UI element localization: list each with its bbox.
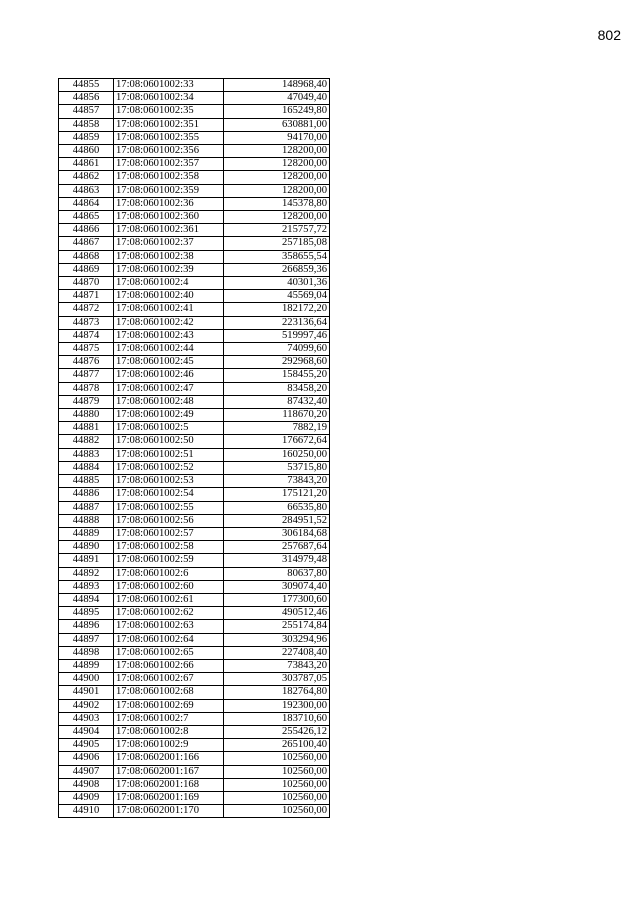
table-row bbox=[59, 382, 330, 395]
cadastral-value-cell: 145378,80 bbox=[224, 197, 330, 210]
row-number-cell: 44874 bbox=[59, 329, 114, 342]
table-row bbox=[59, 752, 330, 765]
row-number-cell: 44897 bbox=[59, 633, 114, 646]
cadastral-value-cell: 292968,60 bbox=[224, 356, 330, 369]
row-number-cell: 44882 bbox=[59, 435, 114, 448]
page-number: 802 bbox=[597, 27, 621, 43]
cadastral-value-cell: 314979,48 bbox=[224, 554, 330, 567]
table-row bbox=[59, 527, 330, 540]
table-row bbox=[59, 567, 330, 580]
cadastral-number-cell: 17:08:0601002:67 bbox=[114, 673, 224, 686]
table-row bbox=[59, 290, 330, 303]
table-row bbox=[59, 686, 330, 699]
cadastral-number-cell: 17:08:0602001:166 bbox=[114, 752, 224, 765]
cadastral-value-cell: 309074,40 bbox=[224, 580, 330, 593]
row-number-cell: 44875 bbox=[59, 343, 114, 356]
table-row bbox=[59, 211, 330, 224]
table-row bbox=[59, 739, 330, 752]
cadastral-value-cell: 358655,54 bbox=[224, 250, 330, 263]
row-number-cell: 44858 bbox=[59, 118, 114, 131]
cadastral-number-cell: 17:08:0601002:42 bbox=[114, 316, 224, 329]
cadastral-number-cell: 17:08:0601002:60 bbox=[114, 580, 224, 593]
row-number-cell: 44904 bbox=[59, 725, 114, 738]
cadastral-value-cell: 257185,08 bbox=[224, 237, 330, 250]
cadastral-value-cell: 148968,40 bbox=[224, 79, 330, 92]
cadastral-number-cell: 17:08:0601002:39 bbox=[114, 263, 224, 276]
cadastral-value-cell: 102560,00 bbox=[224, 778, 330, 791]
cadastral-number-cell: 17:08:0601002:46 bbox=[114, 369, 224, 382]
cadastral-value-cell: 118670,20 bbox=[224, 409, 330, 422]
cadastral-value-cell: 128200,00 bbox=[224, 158, 330, 171]
cadastral-value-table bbox=[58, 78, 330, 818]
cadastral-number-cell: 17:08:0601002:6 bbox=[114, 567, 224, 580]
table-row bbox=[59, 237, 330, 250]
cadastral-number-cell: 17:08:0601002:36 bbox=[114, 197, 224, 210]
table-row bbox=[59, 554, 330, 567]
cadastral-value-cell: 128200,00 bbox=[224, 184, 330, 197]
cadastral-number-cell: 17:08:0602001:167 bbox=[114, 765, 224, 778]
cadastral-value-cell: 192300,00 bbox=[224, 699, 330, 712]
cadastral-value-cell: 128200,00 bbox=[224, 171, 330, 184]
cadastral-value-cell: 160250,00 bbox=[224, 448, 330, 461]
row-number-cell: 44907 bbox=[59, 765, 114, 778]
cadastral-value-cell: 266859,36 bbox=[224, 263, 330, 276]
row-number-cell: 44894 bbox=[59, 593, 114, 606]
table-row bbox=[59, 620, 330, 633]
cadastral-number-cell: 17:08:0601002:52 bbox=[114, 461, 224, 474]
cadastral-value-cell: 227408,40 bbox=[224, 646, 330, 659]
row-number-cell: 44909 bbox=[59, 791, 114, 804]
cadastral-number-cell: 17:08:0601002:56 bbox=[114, 514, 224, 527]
row-number-cell: 44903 bbox=[59, 712, 114, 725]
cadastral-value-cell: 265100,40 bbox=[224, 739, 330, 752]
table-row bbox=[59, 488, 330, 501]
cadastral-number-cell: 17:08:0601002:34 bbox=[114, 92, 224, 105]
cadastral-number-cell: 17:08:0601002:35 bbox=[114, 105, 224, 118]
cadastral-number-cell: 17:08:0601002:38 bbox=[114, 250, 224, 263]
cadastral-number-cell: 17:08:0601002:8 bbox=[114, 725, 224, 738]
cadastral-value-cell: 255174,84 bbox=[224, 620, 330, 633]
cadastral-value-cell: 7882,19 bbox=[224, 422, 330, 435]
row-number-cell: 44886 bbox=[59, 488, 114, 501]
cadastral-value-cell: 128200,00 bbox=[224, 211, 330, 224]
row-number-cell: 44879 bbox=[59, 395, 114, 408]
cadastral-value-cell: 630881,00 bbox=[224, 118, 330, 131]
table-row bbox=[59, 316, 330, 329]
row-number-cell: 44865 bbox=[59, 211, 114, 224]
table-row bbox=[59, 673, 330, 686]
cadastral-value-cell: 303787,05 bbox=[224, 673, 330, 686]
table-row bbox=[59, 422, 330, 435]
table-row bbox=[59, 277, 330, 290]
cadastral-value-cell: 40301,36 bbox=[224, 277, 330, 290]
row-number-cell: 44892 bbox=[59, 567, 114, 580]
cadastral-value-cell: 303294,96 bbox=[224, 633, 330, 646]
row-number-cell: 44893 bbox=[59, 580, 114, 593]
cadastral-number-cell: 17:08:0601002:357 bbox=[114, 158, 224, 171]
cadastral-value-cell: 519997,46 bbox=[224, 329, 330, 342]
row-number-cell: 44888 bbox=[59, 514, 114, 527]
table-row bbox=[59, 607, 330, 620]
table-row bbox=[59, 805, 330, 818]
table-row bbox=[59, 725, 330, 738]
cadastral-number-cell: 17:08:0601002:356 bbox=[114, 145, 224, 158]
row-number-cell: 44890 bbox=[59, 541, 114, 554]
cadastral-value-cell: 94170,00 bbox=[224, 131, 330, 144]
row-number-cell: 44869 bbox=[59, 263, 114, 276]
cadastral-value-cell: 102560,00 bbox=[224, 791, 330, 804]
cadastral-value-cell: 182764,80 bbox=[224, 686, 330, 699]
table-row bbox=[59, 461, 330, 474]
cadastral-number-cell: 17:08:0601002:50 bbox=[114, 435, 224, 448]
cadastral-number-cell: 17:08:0601002:66 bbox=[114, 659, 224, 672]
row-number-cell: 44905 bbox=[59, 739, 114, 752]
row-number-cell: 44884 bbox=[59, 461, 114, 474]
row-number-cell: 44910 bbox=[59, 805, 114, 818]
cadastral-number-cell: 17:08:0601002:49 bbox=[114, 409, 224, 422]
row-number-cell: 44876 bbox=[59, 356, 114, 369]
table-row bbox=[59, 329, 330, 342]
cadastral-number-cell: 17:08:0601002:58 bbox=[114, 541, 224, 554]
row-number-cell: 44899 bbox=[59, 659, 114, 672]
cadastral-value-cell: 87432,40 bbox=[224, 395, 330, 408]
cadastral-value-cell: 255426,12 bbox=[224, 725, 330, 738]
table-row bbox=[59, 105, 330, 118]
table-body bbox=[59, 79, 330, 818]
table-row bbox=[59, 184, 330, 197]
row-number-cell: 44870 bbox=[59, 277, 114, 290]
row-number-cell: 44885 bbox=[59, 475, 114, 488]
table-row bbox=[59, 514, 330, 527]
cadastral-number-cell: 17:08:0601002:44 bbox=[114, 343, 224, 356]
cadastral-number-cell: 17:08:0601002:65 bbox=[114, 646, 224, 659]
cadastral-value-cell: 102560,00 bbox=[224, 752, 330, 765]
row-number-cell: 44868 bbox=[59, 250, 114, 263]
table-row bbox=[59, 409, 330, 422]
row-number-cell: 44855 bbox=[59, 79, 114, 92]
cadastral-value-cell: 177300,60 bbox=[224, 593, 330, 606]
cadastral-value-cell: 182172,20 bbox=[224, 303, 330, 316]
cadastral-number-cell: 17:08:0601002:45 bbox=[114, 356, 224, 369]
row-number-cell: 44878 bbox=[59, 382, 114, 395]
table-row bbox=[59, 369, 330, 382]
cadastral-number-cell: 17:08:0601002:33 bbox=[114, 79, 224, 92]
table-row bbox=[59, 448, 330, 461]
row-number-cell: 44896 bbox=[59, 620, 114, 633]
table-row bbox=[59, 356, 330, 369]
cadastral-value-cell: 215757,72 bbox=[224, 224, 330, 237]
row-number-cell: 44881 bbox=[59, 422, 114, 435]
cadastral-value-cell: 45569,04 bbox=[224, 290, 330, 303]
row-number-cell: 44900 bbox=[59, 673, 114, 686]
row-number-cell: 44898 bbox=[59, 646, 114, 659]
row-number-cell: 44891 bbox=[59, 554, 114, 567]
table-row bbox=[59, 659, 330, 672]
table-row bbox=[59, 580, 330, 593]
table-row bbox=[59, 646, 330, 659]
row-number-cell: 44862 bbox=[59, 171, 114, 184]
row-number-cell: 44883 bbox=[59, 448, 114, 461]
row-number-cell: 44895 bbox=[59, 607, 114, 620]
row-number-cell: 44857 bbox=[59, 105, 114, 118]
table-row bbox=[59, 501, 330, 514]
cadastral-number-cell: 17:08:0601002:62 bbox=[114, 607, 224, 620]
cadastral-value-cell: 490512,46 bbox=[224, 607, 330, 620]
cadastral-value-cell: 257687,64 bbox=[224, 541, 330, 554]
table-row bbox=[59, 791, 330, 804]
row-number-cell: 44880 bbox=[59, 409, 114, 422]
cadastral-number-cell: 17:08:0601002:48 bbox=[114, 395, 224, 408]
table-row bbox=[59, 131, 330, 144]
cadastral-number-cell: 17:08:0601002:63 bbox=[114, 620, 224, 633]
cadastral-value-cell: 183710,60 bbox=[224, 712, 330, 725]
row-number-cell: 44902 bbox=[59, 699, 114, 712]
cadastral-number-cell: 17:08:0601002:43 bbox=[114, 329, 224, 342]
table-row bbox=[59, 197, 330, 210]
row-number-cell: 44889 bbox=[59, 527, 114, 540]
table-row bbox=[59, 541, 330, 554]
cadastral-number-cell: 17:08:0601002:47 bbox=[114, 382, 224, 395]
cadastral-number-cell: 17:08:0601002:40 bbox=[114, 290, 224, 303]
row-number-cell: 44908 bbox=[59, 778, 114, 791]
cadastral-value-cell: 73843,20 bbox=[224, 659, 330, 672]
table-row bbox=[59, 435, 330, 448]
table-row bbox=[59, 118, 330, 131]
cadastral-number-cell: 17:08:0601002:358 bbox=[114, 171, 224, 184]
table-row bbox=[59, 343, 330, 356]
table-row bbox=[59, 303, 330, 316]
cadastral-number-cell: 17:08:0601002:351 bbox=[114, 118, 224, 131]
cadastral-number-cell: 17:08:0601002:359 bbox=[114, 184, 224, 197]
row-number-cell: 44872 bbox=[59, 303, 114, 316]
cadastral-value-cell: 284951,52 bbox=[224, 514, 330, 527]
row-number-cell: 44906 bbox=[59, 752, 114, 765]
cadastral-value-cell: 47049,40 bbox=[224, 92, 330, 105]
row-number-cell: 44860 bbox=[59, 145, 114, 158]
cadastral-value-cell: 102560,00 bbox=[224, 805, 330, 818]
table-row bbox=[59, 171, 330, 184]
cadastral-number-cell: 17:08:0601002:54 bbox=[114, 488, 224, 501]
cadastral-number-cell: 17:08:0601002:55 bbox=[114, 501, 224, 514]
row-number-cell: 44864 bbox=[59, 197, 114, 210]
row-number-cell: 44867 bbox=[59, 237, 114, 250]
cadastral-number-cell: 17:08:0602001:170 bbox=[114, 805, 224, 818]
cadastral-number-cell: 17:08:0601002:41 bbox=[114, 303, 224, 316]
cadastral-value-cell: 73843,20 bbox=[224, 475, 330, 488]
cadastral-number-cell: 17:08:0601002:51 bbox=[114, 448, 224, 461]
row-number-cell: 44871 bbox=[59, 290, 114, 303]
cadastral-value-cell: 66535,80 bbox=[224, 501, 330, 514]
cadastral-number-cell: 17:08:0601002:53 bbox=[114, 475, 224, 488]
row-number-cell: 44863 bbox=[59, 184, 114, 197]
cadastral-number-cell: 17:08:0601002:5 bbox=[114, 422, 224, 435]
row-number-cell: 44873 bbox=[59, 316, 114, 329]
cadastral-number-cell: 17:08:0601002:64 bbox=[114, 633, 224, 646]
cadastral-number-cell: 17:08:0601002:355 bbox=[114, 131, 224, 144]
cadastral-value-cell: 176672,64 bbox=[224, 435, 330, 448]
table-row bbox=[59, 633, 330, 646]
table-row bbox=[59, 250, 330, 263]
cadastral-number-cell: 17:08:0601002:4 bbox=[114, 277, 224, 290]
cadastral-number-cell: 17:08:0601002:57 bbox=[114, 527, 224, 540]
table-row bbox=[59, 145, 330, 158]
table-row bbox=[59, 778, 330, 791]
table-row bbox=[59, 475, 330, 488]
cadastral-number-cell: 17:08:0601002:59 bbox=[114, 554, 224, 567]
row-number-cell: 44859 bbox=[59, 131, 114, 144]
row-number-cell: 44856 bbox=[59, 92, 114, 105]
cadastral-number-cell: 17:08:0601002:68 bbox=[114, 686, 224, 699]
table-row bbox=[59, 765, 330, 778]
cadastral-value-cell: 74099,60 bbox=[224, 343, 330, 356]
cadastral-number-cell: 17:08:0602001:168 bbox=[114, 778, 224, 791]
cadastral-value-cell: 128200,00 bbox=[224, 145, 330, 158]
cadastral-value-cell: 175121,20 bbox=[224, 488, 330, 501]
row-number-cell: 44866 bbox=[59, 224, 114, 237]
row-number-cell: 44901 bbox=[59, 686, 114, 699]
cadastral-value-cell: 158455,20 bbox=[224, 369, 330, 382]
table-row bbox=[59, 92, 330, 105]
table-row bbox=[59, 593, 330, 606]
cadastral-number-cell: 17:08:0601002:361 bbox=[114, 224, 224, 237]
cadastral-number-cell: 17:08:0602001:169 bbox=[114, 791, 224, 804]
cadastral-number-cell: 17:08:0601002:37 bbox=[114, 237, 224, 250]
cadastral-value-cell: 83458,20 bbox=[224, 382, 330, 395]
cadastral-value-cell: 223136,64 bbox=[224, 316, 330, 329]
table-row bbox=[59, 699, 330, 712]
cadastral-number-cell: 17:08:0601002:360 bbox=[114, 211, 224, 224]
table-row bbox=[59, 79, 330, 92]
cadastral-value-cell: 306184,68 bbox=[224, 527, 330, 540]
cadastral-value-cell: 80637,80 bbox=[224, 567, 330, 580]
table-row bbox=[59, 263, 330, 276]
cadastral-value-cell: 102560,00 bbox=[224, 765, 330, 778]
cadastral-number-cell: 17:08:0601002:69 bbox=[114, 699, 224, 712]
table-row bbox=[59, 395, 330, 408]
cadastral-number-cell: 17:08:0601002:61 bbox=[114, 593, 224, 606]
table-row bbox=[59, 158, 330, 171]
table-row bbox=[59, 712, 330, 725]
row-number-cell: 44877 bbox=[59, 369, 114, 382]
row-number-cell: 44861 bbox=[59, 158, 114, 171]
cadastral-value-cell: 53715,80 bbox=[224, 461, 330, 474]
table-row bbox=[59, 224, 330, 237]
row-number-cell: 44887 bbox=[59, 501, 114, 514]
cadastral-number-cell: 17:08:0601002:9 bbox=[114, 739, 224, 752]
cadastral-value-cell: 165249,80 bbox=[224, 105, 330, 118]
cadastral-number-cell: 17:08:0601002:7 bbox=[114, 712, 224, 725]
